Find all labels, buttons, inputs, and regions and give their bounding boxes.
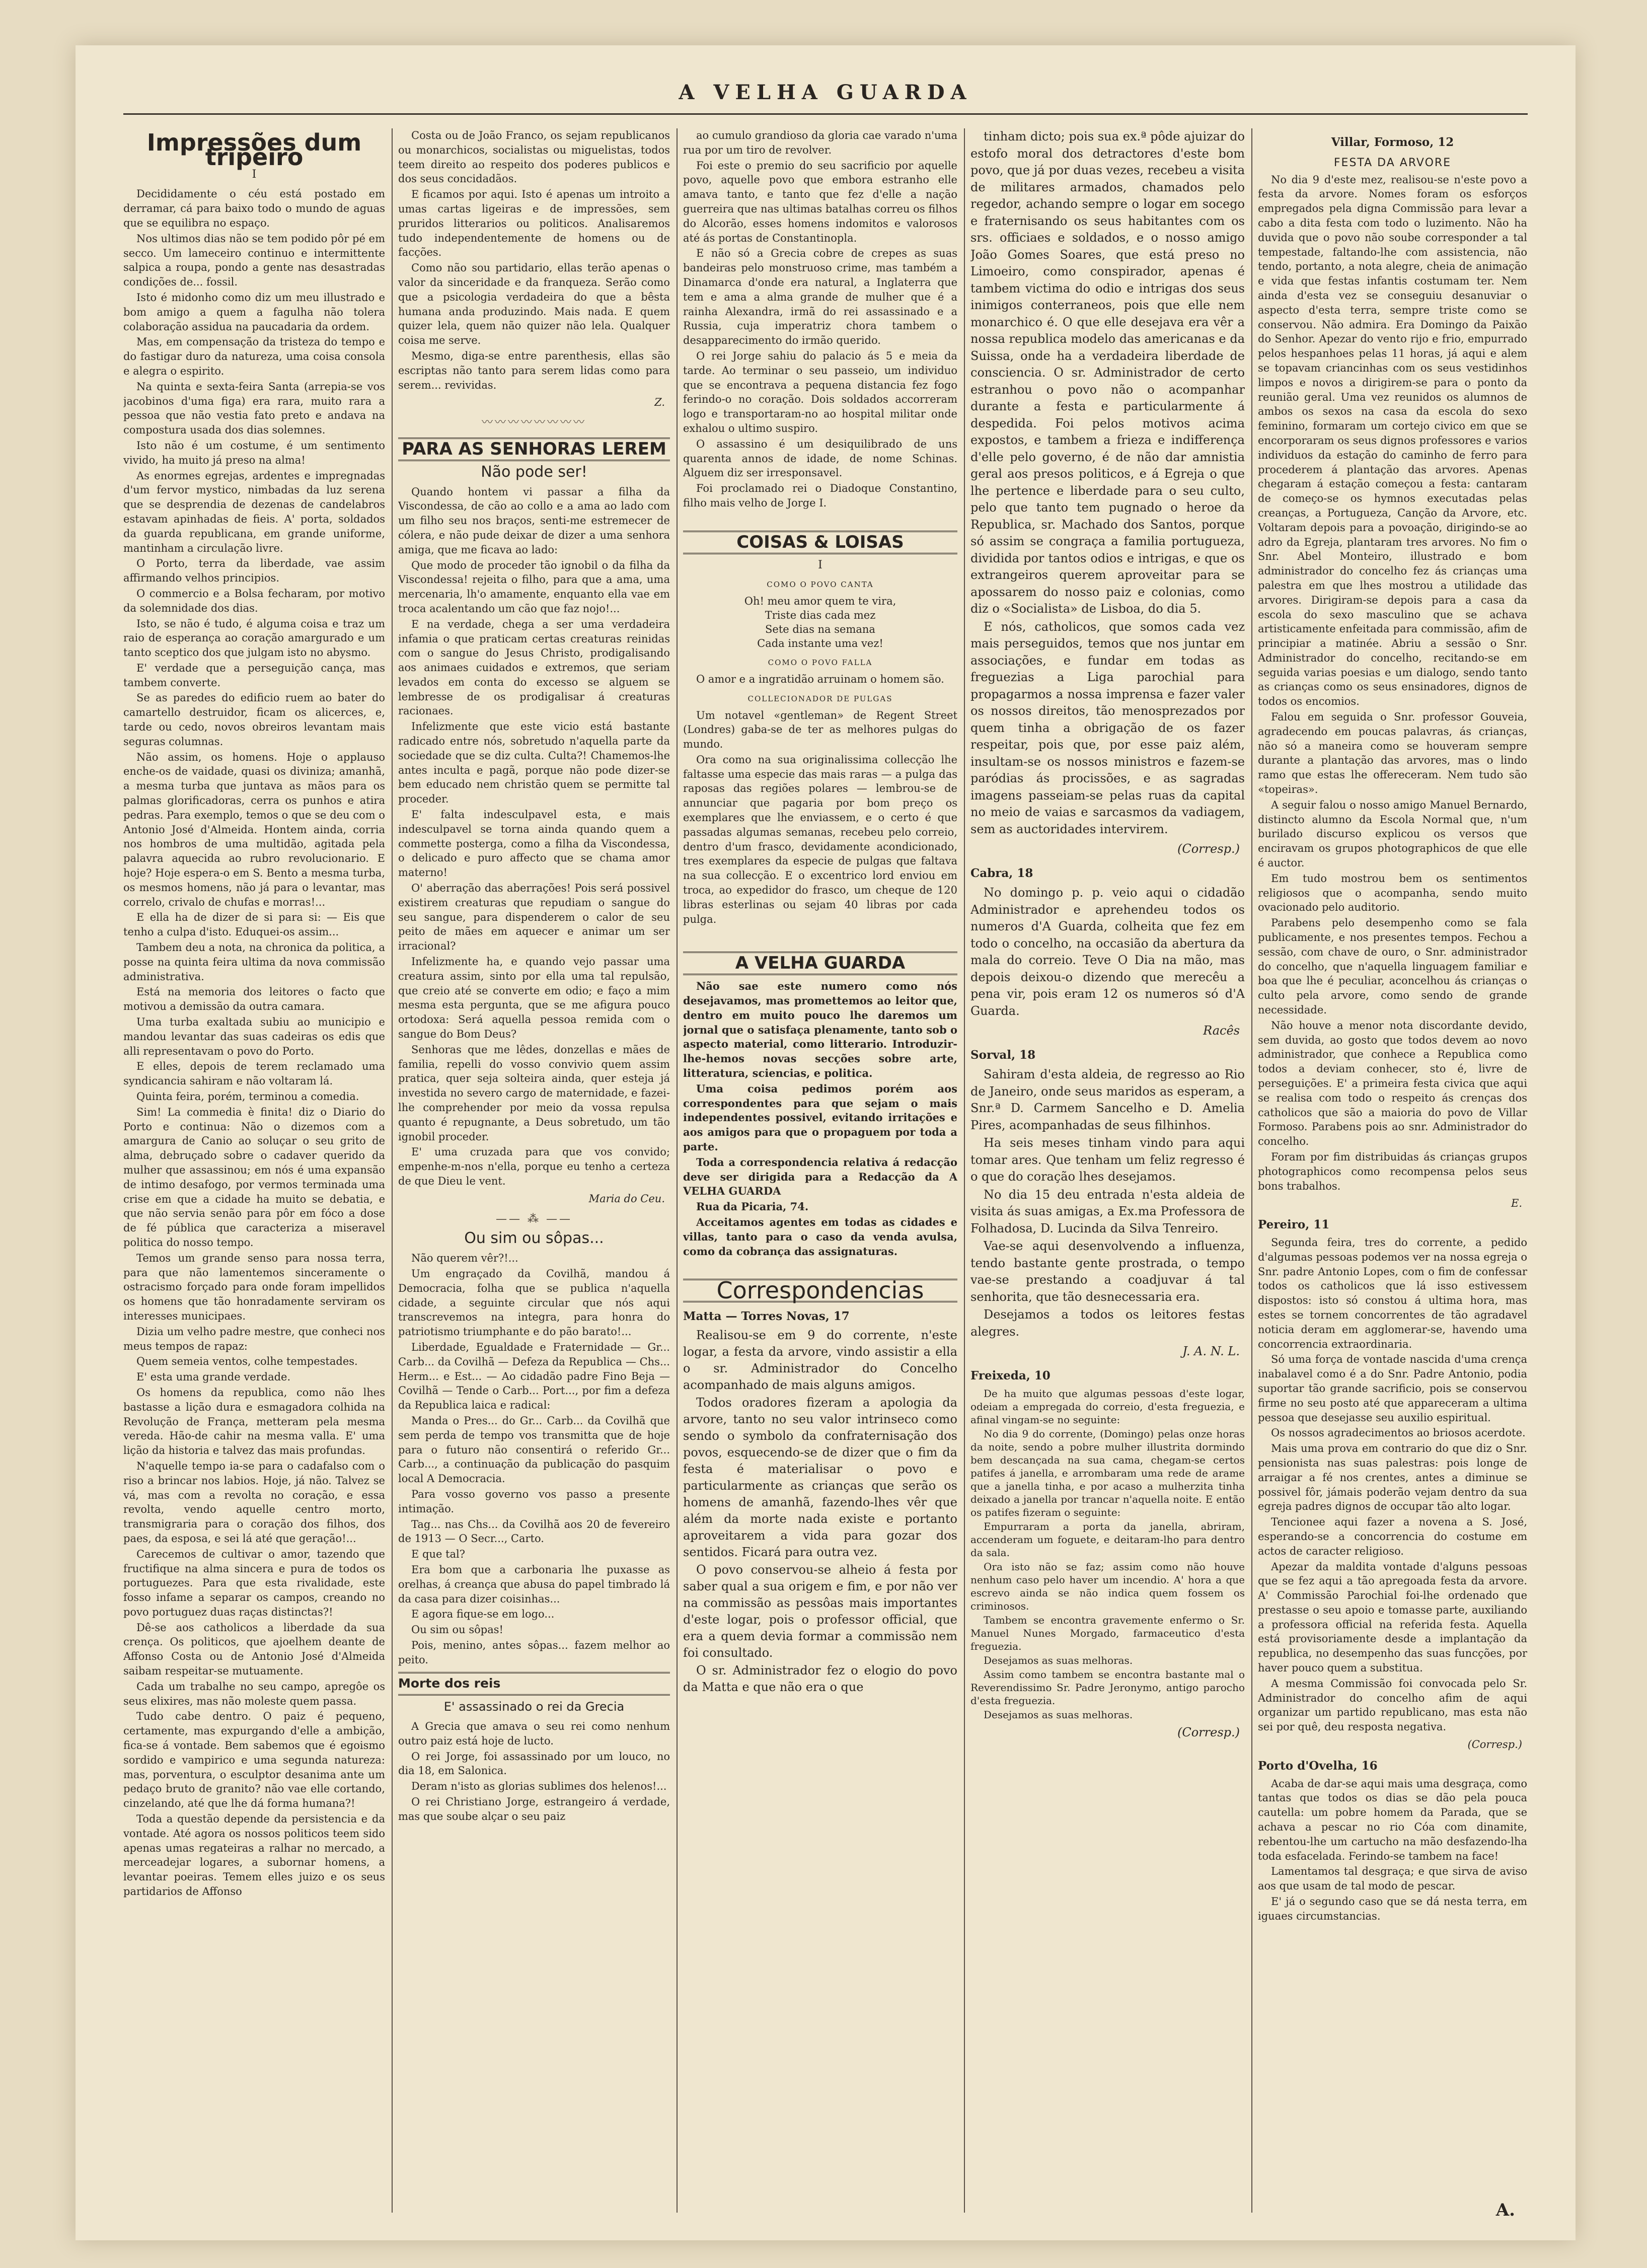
paragraph: Todos oradores fizeram a apologia da arvore, tanto no seu valor intrinseco como sendo o symbolo da confraternisação dos povos, esquecendo-se de dizer que o fim da festa é materialisar o povo e particularmente as crianças que serão os homens de amanhã, fazendo-lhes vêr que além da morte nada existe e portanto aproveitarem a vida para gozar dos sentidos. Ficará para outra vez. xyxy=(683,1395,957,1559)
ornament-divider: 〰〰〰〰〰〰〰〰 xyxy=(481,416,586,429)
section-heading-velha-guarda: A VELHA GUARDA xyxy=(683,952,957,975)
paragraph: O assassino é um desiquilibrado de uns quarenta annos de idade, de nome Schinas. Alguem diz ser irresponsavel. xyxy=(683,437,957,479)
section-number: I xyxy=(818,558,822,571)
paragraph: tinham dicto; pois sua ex.ª pôde ajuizar do estofo moral dos detractores d'este bom povo, que já por duas vezes, recebeu a visita de militares armados, chamados pelo regedor, achando sempre o logar em socego e fraternisando os seus habitantes com os srs. officiaes e soldados, e o nosso amigo João Gomes Soares, que está preso no Limoeiro, como conspirador, apenas é tambem victima do odio e intrigas dos seus inimigos conterraneos, pois que elle nem monarchico é. O que elle desejava era vêr a nossa republica modelo das americanas e da Suissa, onde ha a verdadeira liberdade de consciencia. O sr. Administrador de certo estranhou o povo não o acompanhar durante a festa e particularmente á despedida. Foi pelos motivos acima expostos, e tambem a frieza e indifferença d'elle pelo governo, é de não dar amnistia geral aos presos politicos, e á Egreja o que lhe pertence e liberdade para o seu culto, pelo que tanto tem pugnado o heroe da Republica, sr. Machado dos Santos, porque só assim se congraça a familia portugueza, dividida por tantos odios e intrigas, e que os extrangeiros querem aproveitar para se apossarem do nosso paiz e colonias, como diz o «Socialista» de Lisboa, do dia 5. xyxy=(970,129,1245,616)
paragraph: Desejamos a todos os leitores festas alegres. xyxy=(970,1307,1245,1339)
column-1 xyxy=(123,128,385,2218)
verse-line: Cada instante uma vez! xyxy=(757,637,883,650)
paragraph: O rei Christiano Jorge, estrangeiro á verdade, mas que soube alçar o seu paiz xyxy=(398,1796,670,1822)
folk-verse xyxy=(683,594,957,650)
paragraph: E agora fique-se em logo... xyxy=(411,1608,555,1621)
paragraph: No domingo p. p. veio aqui o cidadão Administrador e aprehendeu todos os numeros d'A Guarda, colheita que fez em todo o concelho, na occasião da abertura da mala do correio. Teve O Dia na mão, mas depois deixou-o dizendo que merecêu a pena vir, pois eram 12 os numeros só d'A Guarda. xyxy=(970,886,1245,1018)
paragraph: Pois, menino, antes sôpas... fazem melhor ao peito. xyxy=(398,1639,670,1666)
article-body xyxy=(683,1327,957,1696)
article-body xyxy=(1258,1235,1527,1734)
paragraph: Cada um trabalhe no seu campo, apregôe os seus elixires, mas não moleste quem passa. xyxy=(123,1680,385,1707)
paragraph: E ficamos por aqui. Isto é apenas um introito a umas cartas ligeiras e de impressões, sem pruridos litterarios ou politicos. Analisaremos tudo independentemente de homens ou de facções. xyxy=(398,188,670,259)
paragraph: Desejamos as suas melhoras. xyxy=(984,1709,1133,1721)
paragraph: E nós, catholicos, que somos cada vez mais perseguidos, temos que nos juntar em associações, e fundar em todas as freguezias a Liga parochial para propagarmos a nossa imprensa e fazer valer os nossos direitos, tão menosprezados por quem tinha a obrigação de os fazer respeitar, pois que, por esse paiz além, insultam-se os nossos ministros e fazem-se paródias ás procissões, e as sagradas imagens passeiam-se pelas ruas da capital no meio de vaias e sarcasmos da vadiagem, sem as auctoridades intervirem. xyxy=(970,619,1245,836)
article-body xyxy=(1258,173,1527,1194)
paragraph: Mas, em compensação da tristeza do tempo e do fastigar duro da natureza, uma coisa consola e alegra o espirito. xyxy=(123,336,385,377)
paragraph: E' verdade que a perseguição cança, mas tambem converte. xyxy=(123,662,385,689)
dateline: Sorval, 18 xyxy=(970,1048,1036,1062)
paragraph: E' já o segundo caso que se dá nesta terra, em iguaes circumstancias. xyxy=(1258,1895,1527,1922)
paragraph: Decididamente o céu está postado em derramar, cá para baixo todo o mundo de aguas que se equilibra no espaço. xyxy=(123,188,385,229)
paragraph: No dia 9 d'este mez, realisou-se n'este povo a festa da arvore. Nomes foram os esforços empregados pela digna Commissão para levar a cabo a dita festa com todo o luzimento. Não ha duvida que o povo não soube corresponder a tal tempestade, faltando-lhe com assistencia, não tendo, portanto, a nota alegre, cheia de animação e vida que festas infantis costumam ter. Nem ainda d'esta vez se conseguiu desanuviar o aspecto d'esta terra, sempre triste como se conservou. Não admira. Era Domingo da Paixão do Senhor. Apezar do vento rijo e frio, empurrado pelos hespanhoes pelas 11 horas, já aqui e alem se topavam criancinhas com os seus vestidinhos limpos e novos a dirigirem-se para o ponto da reunião geral. Uma vez reunidos os alumnos de ambos os sexos na casa da escola do sexo feminino, formaram um cortejo civico em que se encorporaram os seus dignos professores e varios individuos da estação do caminho de ferro para procederem á plantação das arvores. Apenas chegaram á estação começou a festa: cantaram de começo-se os hymnos executadas pelas creanças, a Portugueza, Canção da Arvore, etc. Voltaram depois para a povoação, dirigindo-se ao adro da Egreja, plantaram tres arvores. No fim o Snr. Abel Monteiro, illustrado e bom administrador do concelho fez ás crianças uma palestra em que lhes mostrou a utilidade das arvores. Dirigiram-se depois para a casa da escola do sexo masculino que se achava artisticamente enfeitada para commissão, afim de principiar a matinée. Abriu a sessão o Snr. Administrador do concelho, recitando-se em seguida varias poesias e um dialogo, sendo tanto as crianças como os seus ensinadores, dignos de todos os encomios. xyxy=(1258,173,1527,708)
article-body xyxy=(970,128,1245,838)
paragraph: Costa ou de João Franco, os sejam republicanos ou monarchicos, socialistas ou miguelistas, todos teem direito ao respeito dos poderes publicos e dos seus concidadãos. xyxy=(398,129,670,185)
paragraph: Se as paredes do edificio ruem ao bater do camartello destruidor, ficam os alicerces, e, tarde ou cedo, novos obreiros levantam mais seguras columnas. xyxy=(123,692,385,748)
paragraph: Quando hontem vi passar a filha da Viscondessa, de cão ao collo e a ama ao lado com um filho seu nos braços, senti-me estremecer de cólera, e não pude deixar de dizer a uma senhora amiga, que me ficava ao lado: xyxy=(398,485,670,556)
article-body xyxy=(1258,1777,1527,1924)
article-body xyxy=(398,128,670,392)
paragraph: Uma turba exaltada subiu ao municipio e mandou levantar das suas cadeiras os edis que alli representavam o povo do Porto. xyxy=(123,1016,385,1057)
subsection-label: COMO O POVO FALLA xyxy=(768,658,873,668)
paragraph: Como não sou partidario, ellas terão apenas o valor da sinceridade e da franqueza. Serão como que a psicologia verdadeira do que a bêsta humana anda produzindo. Mais nada. E quem quizer lela, quem não quizer não lela. Qualquer coisa me serve. xyxy=(398,262,670,347)
paragraph: Desejamos as suas melhoras. xyxy=(984,1654,1133,1666)
article-title-ou-sim: Ou sim ou sôpas... xyxy=(464,1229,604,1248)
paragraph: E que tal? xyxy=(411,1548,466,1561)
paragraph: A Grecia que amava o seu rei como nenhum outro paiz está hoje de lucto. xyxy=(398,1720,670,1747)
paragraph: Acaba de dar-se aqui mais uma desgraça, como tantas que todos os dias se dão pela pouca cautella: um pobre homem da Parada, que se achava a pescar no rio Cóa com dinamite, rebentou-lhe um cartucho na mão desfazendo-lha toda esfacelada. Ferindo-se tambem na face! xyxy=(1258,1777,1527,1862)
paragraph: Isto é midonho como diz um meu illustrado e bom amigo a quem a fagulha não tolera colaboração assidua na paucadaria da ordem. xyxy=(123,291,385,333)
article-body xyxy=(398,1719,670,1824)
dateline: Freixeda, 10 xyxy=(970,1368,1051,1382)
paragraph: E não só a Grecia cobre de crepes as suas bandeiras pelo monstruoso crime, mas também a Dinamarca d'onde era natural, a Inglaterra que tem e ama a alma grande de mulher que é a rainha Alexandra, irmã do rei assassinado e a Russia, cuja imperatriz chora tambem o desapparecimento do irmão querido. xyxy=(683,247,957,347)
page-footer-mark: A. xyxy=(1495,2200,1515,2220)
paragraph: A mesma Commissão foi convocada pelo Sr. Administrador do concelho afim de aqui organizar um partido republicano, mas esta não sei por quê, deu resposta negativa. xyxy=(1258,1677,1527,1733)
signature: (Corresp.) xyxy=(1177,842,1240,856)
paragraph: Senhoras que me lêdes, donzellas e mães de familia, repelli do vosso convivio quem assim pratica, quer seja solteira ainda, quer esteja já investida no severo cargo de maternidade, e fazei-lhe comprehender por meio da vossa repulsa quanto é repugnante, a Deus sobretudo, um tão ignobil proceder. xyxy=(398,1043,670,1143)
paragraph: Na quinta e sexta-feira Santa (arrepia-se vos jacobinos d'uma figa) era rara, muito rara a pessoa que não vestia fato preto e andava na compostura usada dos dias solemnes. xyxy=(123,380,385,436)
section-heading-senhoras: PARA AS SENHORAS LEREM xyxy=(398,437,670,461)
paragraph: O povo conservou-se alheio á festa por saber qual a sua origem e fim, e por não ver na commissão as pessôas mais importantes d'este logar, pois o professor official, que era a quem devia formar a commissão nem foi consultado. xyxy=(683,1562,957,1660)
paragraph: O rei Jorge, foi assassinado por um louco, no dia 18, em Salonica. xyxy=(398,1750,670,1777)
paragraph: E elles, depois de terem reclamado uma syndicancia sahiram e não voltaram lá. xyxy=(123,1060,385,1087)
paragraph: As enormes egrejas, ardentes e impregnadas d'um fervor mystico, nimbadas da luz serena que se desprendia de dezenas de candelabros estavam apinhadas de fieis. A' porta, soldados da guarda republicana, em grande uniforme, mantinham a circulação livre. xyxy=(123,469,385,554)
ornament-divider: —— ⁂ —— xyxy=(496,1212,572,1225)
article-body xyxy=(970,1066,1245,1340)
paragraph: Foram por fim distribuidas ás crianças grupos photographicos como recompensa pelos seus bons trabalhos. xyxy=(1258,1150,1527,1192)
paragraph: Nos ultimos dias não se tem podido pôr pé em secco. Um lameceiro continuo e intermittente salpica a roupa, pondo a gente nas desastradas condições de... fossil. xyxy=(123,232,385,288)
editorial-notice xyxy=(683,979,957,1259)
signature: E. xyxy=(1511,1197,1522,1210)
subsection-label: COMO O POVO CANTA xyxy=(767,580,874,590)
article-title-festa-arvore: FESTA DA ARVORE xyxy=(1333,156,1452,169)
paragraph: Mesmo, diga-se entre parenthesis, ellas são escriptas não tanto para serem lidas como para serem... revividas. xyxy=(398,349,670,391)
article-title-nao-pode-ser: Não pode ser! xyxy=(481,463,587,481)
verse-line: Sete dias na semana xyxy=(765,623,875,636)
article-title-impressoes: Impressões dum tripeiro xyxy=(146,129,362,171)
paragraph: Não querem vêr?!... xyxy=(411,1252,518,1265)
paragraph: Sim! La commedia è finita! diz o Diario do Porto e continua: Não o dizemos com a amargura de Canio ao soluçar o seu grito de alma, debruçado sobre o cadaver querido da mulher que assassinou; em nós é uma expansão de intimo desafogo, por vermos terminada uma crise em que a cidade ha muito se debatia, e que não servia senão para pôr em fóco a dose de fé pública que caracteriza a miseravel politica do nosso tempo. xyxy=(123,1106,385,1249)
section-heading-morte-dos-reis: Morte dos reis xyxy=(398,1672,670,1696)
paragraph: Ou sim ou sôpas! xyxy=(411,1624,503,1636)
paragraph: Mais uma prova em contrario do que diz o Snr. pensionista nas suas palestras: pois longe de arraigar a fé nos crentes, antes a diminue se possivel fôr, jámais poderão vejam dentro da sua egreja padres dignos de occupar tão alto logar. xyxy=(1258,1442,1527,1513)
paragraph: Liberdade, Egualdade e Fraternidade — Gr... Carb... da Covilhã — Defeza da Republica — Chs... Herm... e Est... — Ao cidadão padre Fino Beja — Covilhã — Tende o Carb... Port..., por fim a defeza da Republica laica e radical: xyxy=(398,1341,670,1412)
paragraph: O commercio e a Bolsa fecharam, por motivo da solemnidade dos dias. xyxy=(123,587,385,614)
paragraph: Um engraçado da Covilhã, mandou á Democracia, folha que se publica n'aquella cidade, a seguinte circular que nós aqui transcrevemos na integra, para honra do patriotismo triumphante e do pão barato!... xyxy=(398,1267,670,1338)
subsection-label: COLLECIONADOR DE PULGAS xyxy=(747,694,893,703)
column-2 xyxy=(398,128,670,2218)
paragraph: Toda a questão depende da persistencia e da vontade. Até agora os nossos politicos teem sido apenas umas regateiras a ralhar no mercado, a merceadejar logares, a subornar homens, a levantar poeiras. Temem elles juizo e os seus partidarios de Affonso xyxy=(123,1813,385,1898)
paragraph: Não houve a menor nota discordante devido, sem duvida, ao gosto que todos devem ao novo administrador, que conhece a Republica como todos a deviam conhecer, sto é, livre de perseguições. E' a primeira festa civica que aqui se realisa com todo o respeito ás crenças dos catholicos que são a maioria do povo de Villar Formoso. Parabens pois ao snr. Administrador do concelho. xyxy=(1258,1019,1527,1148)
article-body xyxy=(123,187,385,1898)
verse-line: Triste dias cada mez xyxy=(765,609,876,622)
paragraph: Os nossos agradecimentos ao briosos acerdote. xyxy=(1271,1427,1526,1439)
column-divider xyxy=(1251,128,1252,2213)
dateline: Cabra, 18 xyxy=(970,866,1033,880)
paragraph: O Porto, terra da liberdade, vae assim affirmando velhos principios. xyxy=(123,557,385,584)
dateline: Pereiro, 11 xyxy=(1258,1218,1330,1232)
paragraph: Assim como tambem se encontra bastante mal o Reverendissimo Sr. Padre Jeronymo, antigo parocho d'esta freguezia. xyxy=(970,1668,1245,1707)
paragraph: Acceitamos agentes em todas as cidades e villas, tanto para o caso da venda avulsa, como da cobrança das assignaturas. xyxy=(683,1216,957,1258)
article-body xyxy=(398,485,670,1189)
paragraph: Ha seis meses tinham vindo para aqui tomar ares. Que tenham um feliz regresso é o que do coração lhes desejamos. xyxy=(970,1136,1245,1184)
article-body xyxy=(683,708,957,927)
paragraph: N'aquelle tempo ia-se para o cadafalso com o riso a brincar nos labios. Hoje, já não. Talvez se vá, mas com a revolta no coração, e essa revolta, vendo aquelle centro morto, transmigraria para o coração dos filhos, dos paes, da esposa, e sei lá até que geração!... xyxy=(123,1459,385,1545)
column-divider xyxy=(964,128,965,2213)
paragraph: O' aberração das aberrações! Pois será possivel existirem creaturas que repudiam o sangue do seu sangue, para dispenderem o calor de seu peito de mães em aquecer e animar um ser irracional? xyxy=(398,882,670,953)
masthead: A VELHA GUARDA xyxy=(679,81,972,104)
paragraph: Infelizmente ha, e quando vejo passar uma creatura assim, sinto por ella uma tal repulsão, que creio até se converte em odio; e faço a mim mesma esta pergunta, que se me afigura pouco ortodoxa: Será aquella pessoa remida com o sangue do Bom Deus? xyxy=(398,956,670,1041)
top-rule xyxy=(123,113,1528,115)
paragraph: Não assim, os homens. Hoje o applauso enche-os de vaidade, quasi os diviniza; amanhã, a mesma turba que juntava as mãos para os palmas glorificadoras, cerra os punhos e atira pedras. Para exemplo, temos o que se deu com o Antonio José d'Almeida. Hontem ainda, corria nos hombros de uma multidão, agitada pela palavra aquecida ao rubro revolucionario. E hoje? Hoje espera-o em S. Bento a mesma turba, os mesmos homens, não já para o levantar, mas correlo, crivalo de chufas e morras!... xyxy=(123,751,385,908)
paragraph: No dia 9 do corrente, (Domingo) pelas onze horas da noite, sendo a pobre mulher illustrita dormindo bem descançada na sua cama, chegam-se certos patifes á janella, e arrombaram uma rede de arame que a janella tinha, e por acaso a mulherzita tinha deixado a janella por trancar n'aquella noite. E então os patifes fizeram o seguinte: xyxy=(970,1428,1245,1518)
signature: Maria do Ceu. xyxy=(588,1192,665,1205)
paragraph: Só uma força de vontade nascida d'uma crença inabalavel como é a do Snr. Padre Antonio, podia suportar tão grande sacrificio, pois se conservou firme no seu posto até que appareceram a ultima pessoa que desejasse seu auxilio espiritual. xyxy=(1258,1353,1527,1424)
paragraph: Dizia um velho padre mestre, que conheci nos meus tempos de rapaz: xyxy=(123,1325,385,1352)
paragraph: E ella ha de dizer de si para si: — Eis que tenho a culpa d'isto. Eduquei-os assim... xyxy=(123,911,385,938)
paragraph: Quem semeia ventos, colhe tempestades. xyxy=(136,1355,358,1368)
paragraph: Tambem deu a nota, na chronica da politica, a posse na quinta feira ultima da nova commissão administrativa. xyxy=(123,941,385,983)
paragraph: Foi proclamado rei o Diadoque Constantino, filho mais velho de Jorge I. xyxy=(683,482,957,509)
paragraph: E na verdade, chega a ser uma verdadeira infamia o que praticam certas creaturas reinidas com o sangue do Jesus Christo, prodigalisando aos animaes cuidados e extremos, que seriam levados em conta do excesso se alguem se lembresse de os prodigalisar á creaturas racionaes. xyxy=(398,618,670,717)
paragraph: Falou em seguida o Snr. professor Gouveia, agradecendo em poucas palavras, ás crianças, não só a maneira como se houveram sempre durante a plantação das arvores, mas o lindo ramo que estas lhe offereceram. Nem tudo são «topeiras». xyxy=(1258,711,1527,796)
paragraph: No dia 15 deu entrada n'esta aldeia de visita ás suas amigas, a Ex.ma Professora de Folhadosa, D. Lucinda da Silva Tenreiro. xyxy=(970,1187,1245,1235)
paragraph: Que modo de proceder tão ignobil o da filha da Viscondessa! rejeita o filho, para que a ama, uma mercenaria, lh'o amamente, enquanto ella vae em troca acalentando um cão que faz nojo!... xyxy=(398,559,670,615)
paragraph: Lamentamos tal desgraça; e que sirva de aviso aos que usam de tal modo de pescar. xyxy=(1258,1865,1527,1892)
paragraph: Os homens da republica, como não lhes bastasse a lição dura e esmagadora colhida na Revolução de França, metteram pela mesma vereda. Hão-de cahir na mesma valla. E' uma lição da historia e talvez das mais profundas. xyxy=(123,1386,385,1457)
paragraph: Sahiram d'esta aldeia, de regresso ao Rio de Janeiro, onde seus maridos as esperam, a Snr.ª D. Carmem Sancelho e D. Amelia Pires, acompanhadas de seus filhinhos. xyxy=(970,1067,1245,1132)
paragraph: Temos um grande senso para nossa terra, para que não lamentemos sinceramente o ostracismo forçado para onde foram impellidos os homens que tão honradamente serviram os interesses municipaes. xyxy=(123,1252,385,1322)
paragraph: Deram n'isto as glorias sublimes dos helenos!... xyxy=(411,1780,667,1793)
paragraph: Foi este o premio do seu sacrificio por aquelle povo, aquelle povo que embora estranho elle amava tanto, e tanto que fez d'elle a nação guerreira que nas ultimas batalhas correu os filhos do Alcorão, esses homens indomitos e valorosos até ás portas de Constantinopla. xyxy=(683,159,957,244)
paragraph: Não sae este numero como nós desejavamos, mas promettemos ao leitor que, dentro em muito pouco lhe daremos um jornal que o satisfaça plenamente, tanto sob o aspecto material, como litterario. Introduzir-lhe-hemos novas secções sobre arte, litteratura, sciencias, e politica. xyxy=(683,980,957,1080)
paragraph: Isto não é um costume, é um sentimento vivido, ha muito já preso na alma! xyxy=(123,439,385,466)
signature: Z. xyxy=(654,396,665,409)
paragraph: Empurraram a porta da janella, abriram, accenderam um foguete, e deitaram-lho para dentro da sala. xyxy=(970,1520,1245,1559)
column-3 xyxy=(683,128,957,2218)
paragraph: Infelizmente que este vicio está bastante radicado entre nós, sobretudo n'aquella parte da sociedade que se diz culta. Culta?! Chamemos-lhe antes inculta e pagã, porque não pode dizer-se bem educado nem christão quem se permitte tal proceder. xyxy=(398,720,670,806)
newspaper-page xyxy=(76,45,1576,2240)
article-body xyxy=(970,1387,1245,1721)
paragraph: Um notavel «gentleman» de Regent Street (Londres) gaba-se de ter as melhores pulgas do mundo. xyxy=(683,709,957,751)
paragraph: Em tudo mostrou bem os sentimentos religiosos que o acompanha, sendo muito ovacionado pelo auditorio. xyxy=(1258,872,1527,914)
section-heading-coisas-loisas: COISAS & LOISAS xyxy=(683,531,957,554)
paragraph: Ora como na sua originalissima collecção lhe faltasse uma especie das mais raras — a pulga das raposas das regiões polares — lembrou-se de annunciar que pagaria por bom preço os exemplares que lhe enviassem, e o certo é que passadas algumas semanas, recebeu pelo correio, dentro d'um frasco, devidamente acondicionado, tres exemplares da especie de pulgas que faltava na sua collecção. E o excentrico lord enviou em troca, ao expedidor do frasco, um cheque de 120 libras esterlinas ou sejam 40 libras por cada pulga. xyxy=(683,753,957,925)
paragraph: Para vosso governo vos passo a presente intimação. xyxy=(398,1488,670,1515)
article-body xyxy=(398,1251,670,1667)
paragraph: E' falta indesculpavel esta, e mais indesculpavel se torna ainda quando quem a commette posterga, como a filha da Viscondessa, o delicado e puro affecto que se chama amor materno! xyxy=(398,809,670,879)
section-heading-correspondencias: Correspondencias xyxy=(683,1279,957,1302)
signature: (Corresp.) xyxy=(1467,1738,1522,1751)
saying: O amor e a ingratidão arruinam o homem são. xyxy=(696,673,944,685)
paragraph: Segunda feira, tres do corrente, a pedido d'algumas pessoas podemos ver na nossa egreja o Snr. padre Antonio Lopes, com o fim de confessar todos os catholicos que lá isso estivessem dispostos: isto só constou á ultima hora, mas estes se tornem concorrentes de tão agradavel noticia deram em agglomerar-se, havendo uma concorrencia extraordinaria. xyxy=(1258,1236,1527,1350)
signature: (Corresp.) xyxy=(1177,1725,1240,1739)
paragraph: Vae-se aqui desenvolvendo a influenza, tendo bastante gente prostrada, o tempo vae-se prestando a coadjuvar á tal senhorita, que tão desnecessaria era. xyxy=(970,1239,1245,1304)
paragraph: De ha muito que algumas pessoas d'este logar, odeiam a empregada do correio, d'esta freguezia, e afinal vingam-se no seguinte: xyxy=(970,1387,1245,1426)
paragraph: Era bom que a carbonaria lhe puxasse as orelhas, á creança que abusa do papel timbrado lá da casa para dizer coisinhas... xyxy=(398,1563,670,1605)
paragraph: O sr. Administrador fez o elogio do povo da Matta e que não era o que xyxy=(683,1663,957,1694)
paragraph: A seguir falou o nosso amigo Manuel Bernardo, distincto alumno da Escola Normal que, n'um burilado discurso explicou os versos que enciravam os grupos photographicos de que elle é auctor. xyxy=(1258,798,1527,869)
paragraph: Realisou-se em 9 do corrente, n'este logar, a festa da arvore, vindo assistir a ella o sr. Administrador do Concelho acompanhado de mais alguns amigos. xyxy=(683,1328,957,1392)
dateline: Matta — Torres Novas, 17 xyxy=(683,1309,850,1324)
dateline: Villar, Formoso, 12 xyxy=(1331,135,1454,149)
article-body xyxy=(683,128,957,510)
paragraph: Tencionee aqui fazer a novena a S. José, esperando-se a concorrencia do costume em actos de caracter religioso. xyxy=(1258,1516,1527,1557)
paragraph: O rei Jorge sahiu do palacio ás 5 e meia da tarde. Ao terminar o seu passeio, um individuo que se encontrava a pequena distancia fez fogo ferindo-o no coração. Dois soldados accorreram logo e transportaram-no ao hospital militar onde exhalou o ultimo suspiro. xyxy=(683,349,957,434)
paragraph: ao cumulo grandioso da gloria cae varado n'uma rua por um tiro de revolver. xyxy=(683,129,957,156)
paragraph: Dê-se aos catholicos a liberdade da sua crença. Os politicos, que ajoelhem deante de Affonso Costa ou de Antonio José d'Almeida saibam respeitar-se mutuamente. xyxy=(123,1621,385,1677)
paragraph: Apezar da maldita vontade d'alguns pessoas que se fez aqui a tão apregoada festa da arvore. A' Commissão Parochial foi-lhe ordenado que prestasse o seu apoio e tomasse parte, auxiliando a professora official na referida festa. Aquella está provisoriamente desde a implantação da republica, no desempenho das suas funcções, por haver pouco quem a substitua. xyxy=(1258,1560,1527,1674)
paragraph: Manda o Pres... do Gr... Carb... da Covilhã que sem perda de tempo vos transmitta que de hoje para o futuro não consentirá o referido Gr... Carb..., a continuação da publicação do pasquim local A Democracia. xyxy=(398,1414,670,1485)
paragraph: Tudo cabe dentro. O paiz é pequeno, certamente, mas expurgando d'elle a ambição, fica-se á vontade. Bem sabemos que é egoismo sordido e vampirico e uma segunda natureza: mas, porventura, o esculptor desanima ante um pedaço bruto de granito? não vae elle cortando, cinzelando, até que lhe dá forma humana?! xyxy=(123,1710,385,1810)
article-body xyxy=(970,885,1245,1019)
paragraph: Uma coisa pedimos porém aos correspondentes para que sejam o mais independentes possivel, evitando irritações e aos amigos para que o propaguem por toda a parte. xyxy=(683,1082,957,1153)
column-4 xyxy=(970,128,1245,2218)
paragraph: Tag... nas Chs... da Covilhã aos 20 de fevereiro de 1913 — O Secr..., Carto. xyxy=(398,1518,670,1545)
article-title-rei-grecia: E' assassinado o rei da Grecia xyxy=(443,1700,625,1714)
paragraph: Quinta feira, porém, terminou a comedia. xyxy=(136,1090,359,1103)
article-part-number: I xyxy=(252,168,257,181)
column-divider xyxy=(677,128,678,2213)
paragraph: E' esta uma grande verdade. xyxy=(136,1371,291,1383)
paragraph: Parabens pelo desempenho como se fala publicamente, e nos presentes tempos. Fechou a sessão, com chave de ouro, o Snr. administrador do concelho, que n'aquella linguagem familiar e boa que lhe é peculiar, aconcelhou ás crianças o culto pela arvore, como sendo de grande necessidade. xyxy=(1258,917,1527,1016)
paragraph: Isto, se não é tudo, é alguma coisa e traz um raio de esperança ao coração amargurado e um tanto sceptico dos que julgam isto no abysmo. xyxy=(123,617,385,659)
paragraph: Tambem se encontra gravemente enfermo o Sr. Manuel Nunes Morgado, farmaceutico d'esta freguezia. xyxy=(970,1614,1245,1652)
verse-line: Oh! meu amor quem te vira, xyxy=(744,595,896,608)
dateline: Porto d'Ovelha, 16 xyxy=(1258,1759,1378,1773)
column-divider xyxy=(392,128,393,2213)
paragraph: Carecemos de cultivar o amor, tazendo que fructifique na alma sincera e pura de todos os portuguezes. Para que esta rivalidade, este fosso infame a separar os campos, creando no povo portuguez duas raças distinctas?! xyxy=(123,1548,385,1618)
signature: Racês xyxy=(1203,1023,1240,1038)
column-5 xyxy=(1258,128,1527,2218)
paragraph: Ora isto não se faz; assim como não houve nenhum caso pelo haver um incendio. A' hora a que escrevo ainda se não indica quem fossem os criminosos. xyxy=(970,1561,1245,1612)
paragraph: Está na memoria dos leitores o facto que motivou a demissão da outra camara. xyxy=(123,986,385,1013)
paragraph: E' uma cruzada para que vos convido; empenhe-m-nos n'ella, porque eu tenho a certeza de que Dieu le vent. xyxy=(398,1146,670,1187)
paragraph: Rua da Picaria, 74. xyxy=(696,1200,809,1213)
signature: J. A. N. L. xyxy=(1182,1344,1240,1358)
paragraph: Toda a correspondencia relativa á redacção deve ser dirigida para a Redacção da A VELHA GUARDA xyxy=(683,1155,957,1198)
